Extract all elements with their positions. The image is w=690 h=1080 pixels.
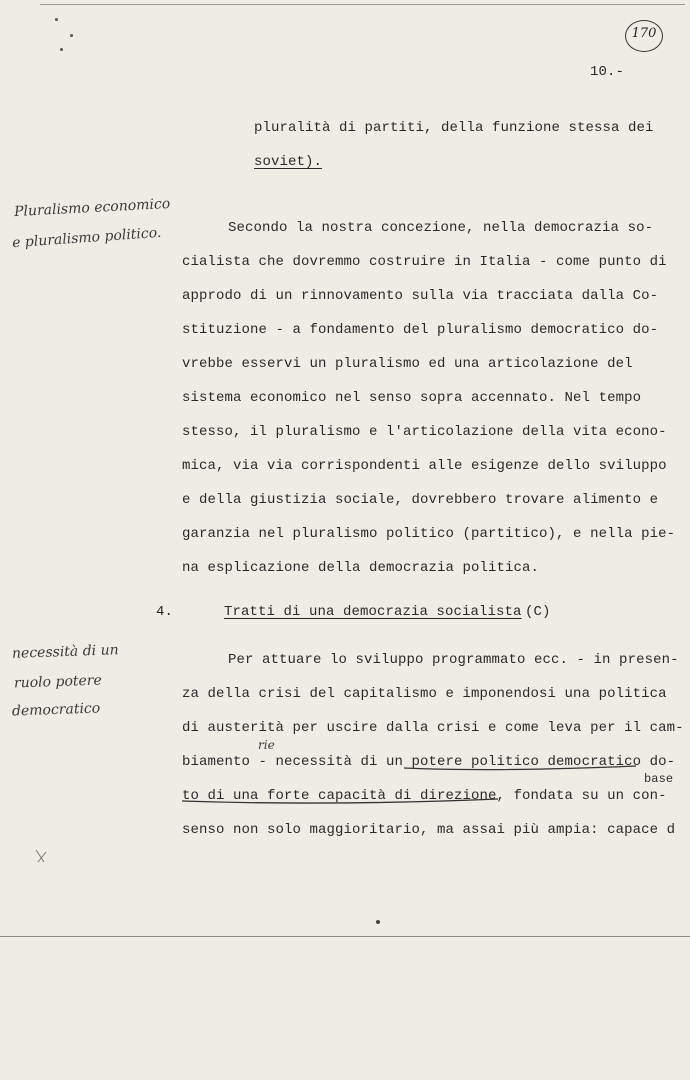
text-line: sistema economico nel senso sopra accennato. Nel tempo bbox=[182, 390, 642, 406]
text-line: Per attuare lo sviluppo programmato ecc. - in presen- bbox=[228, 652, 679, 668]
handwritten-insertion: base bbox=[644, 772, 674, 786]
text-line: na esplicazione della democrazia politica. bbox=[182, 560, 540, 576]
text-line: za della crisi del capitalismo e imponendosi una politica bbox=[182, 686, 667, 702]
section-title: Tratti di una democrazia socialista bbox=[224, 604, 522, 620]
text-line: garanzia nel pluralismo politico (partitico), e nella pie- bbox=[182, 526, 676, 542]
text-line: to di una forte capacità di direzione, fondata su un con- bbox=[182, 788, 667, 804]
text-line: di austerità per uscire dalla crisi e come leva per il cam- bbox=[182, 720, 684, 736]
margin-note-line: ruolo potere bbox=[13, 672, 103, 692]
text-line: vrebbe esservi un pluralismo ed una articolazione del bbox=[182, 356, 633, 372]
text-line: Secondo la nostra concezione, nella democrazia so- bbox=[228, 220, 654, 236]
text-line: approdo di un rinnovamento sulla via tracciata dalla Co- bbox=[182, 288, 659, 304]
text-line: biamento - necessità di un potere politico democratico do- bbox=[182, 754, 676, 770]
text-line: mica, via via corrispondenti alle esigenze dello sviluppo bbox=[182, 458, 667, 474]
page-number: 10.- bbox=[590, 64, 625, 80]
handwritten-insertion: rie bbox=[258, 738, 275, 752]
stray-mark bbox=[376, 920, 380, 924]
bottom-edge-rule bbox=[0, 936, 690, 937]
text-line: soviet). bbox=[254, 154, 323, 170]
text-line: pluralità di partiti, della funzione stessa dei bbox=[254, 120, 654, 136]
stray-mark bbox=[36, 850, 46, 862]
margin-note-line: Pluralismo economico bbox=[13, 195, 171, 221]
margin-note-line: necessità di un bbox=[11, 642, 119, 662]
text-line: stesso, il pluralismo e l'articolazione della vita econo- bbox=[182, 424, 667, 440]
margin-note-line: democratico bbox=[11, 700, 101, 720]
underline-stroke bbox=[182, 799, 498, 803]
text-line: stituzione - a fondamento del pluralismo democratico do- bbox=[182, 322, 659, 338]
text-line: senso non solo maggioritario, ma assai più ampia: capace d bbox=[182, 822, 676, 838]
text-line: cialista che dovremmo costruire in Italia - come punto di bbox=[182, 254, 667, 270]
section-number: 4. bbox=[156, 604, 174, 620]
underline-stroke bbox=[404, 766, 636, 770]
margin-note-line: e pluralismo politico. bbox=[11, 224, 162, 252]
text-line: e della giustizia sociale, dovrebbero trovare alimento e bbox=[182, 492, 659, 508]
stamp-number: 170 bbox=[631, 26, 657, 41]
section-suffix: (C) bbox=[525, 604, 551, 620]
